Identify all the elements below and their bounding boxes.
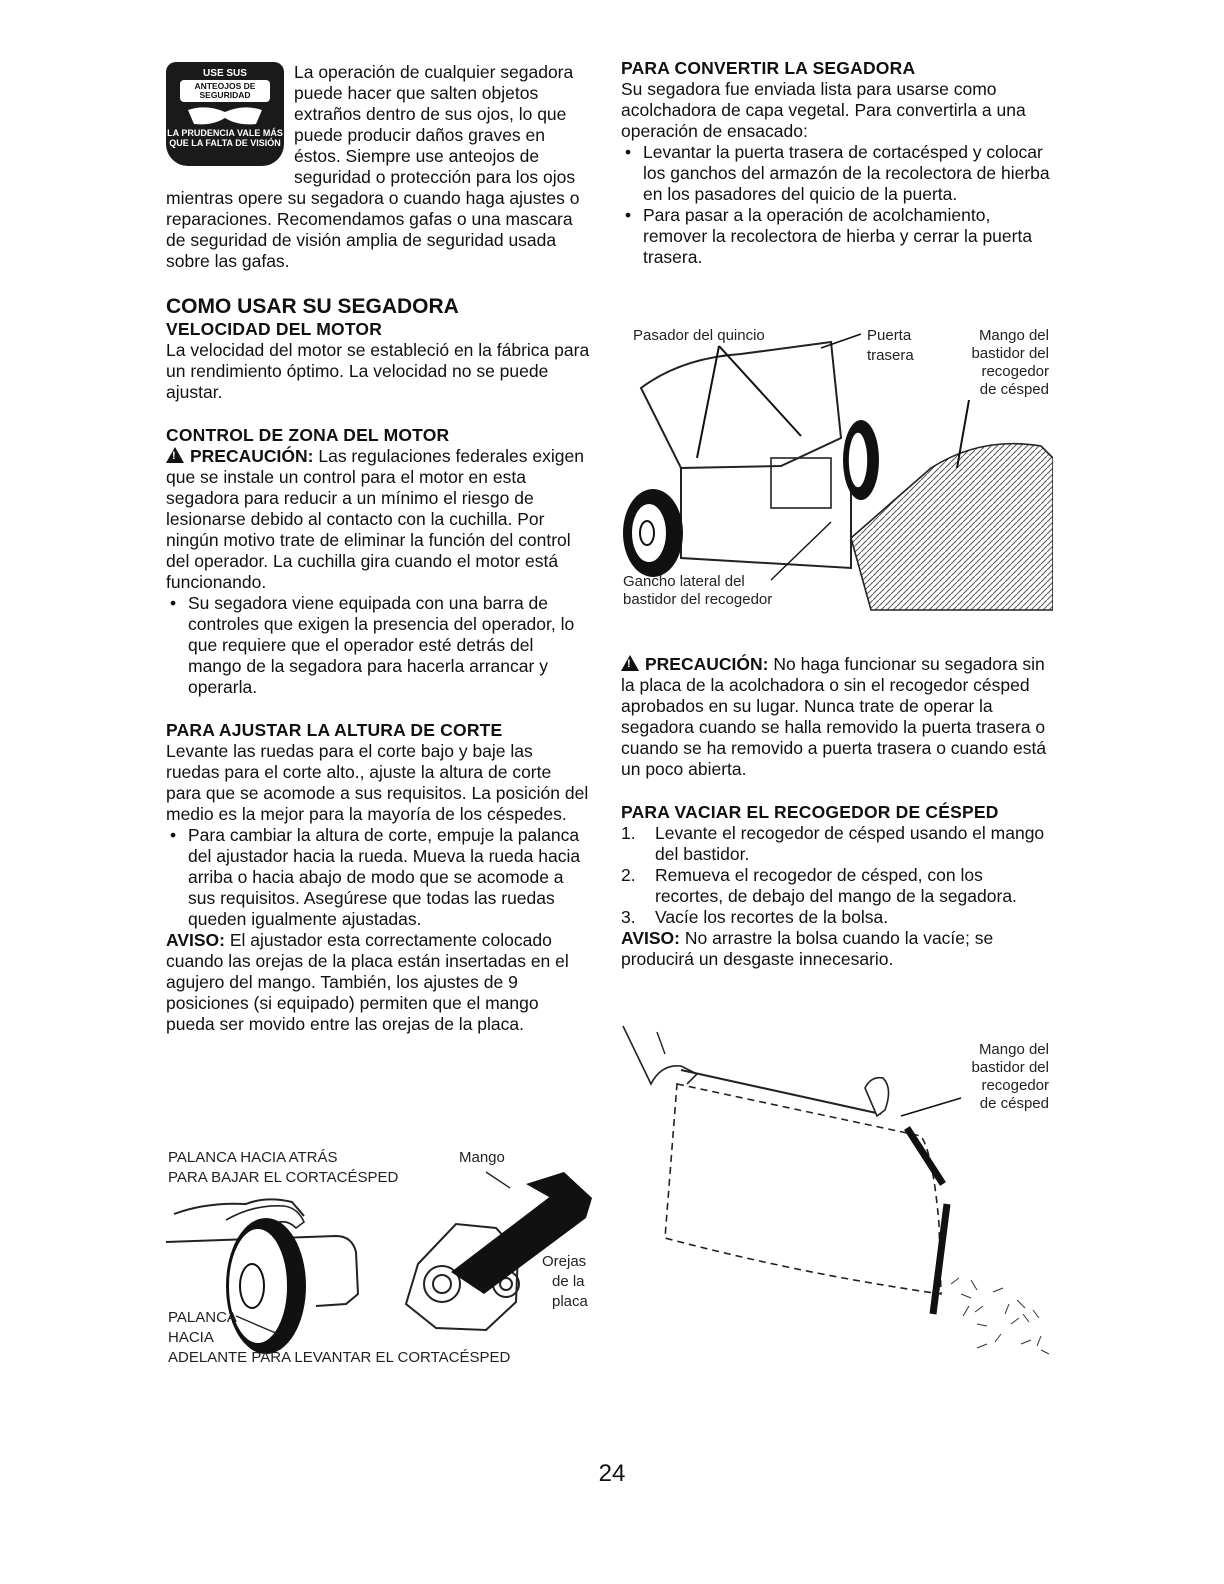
precaucion-text: No haga funcionar su segadora sin la placa de la acolchadora o sin el recogedor césped aprobados en su lugar. Nunca trate de operar la segadora cuando se halla removido la puerta trasera o cuando se ha removido a puerta trasera o cuando está un poco abierta. [621, 654, 1047, 779]
fig-label-puerta-1: Puerta [867, 327, 912, 344]
fig-label-pasador: Pasador del quincio [633, 327, 765, 344]
fig-label-back-2: PARA BAJAR EL CORTACÉSPED [168, 1169, 399, 1186]
fig-label-puerta-2: trasera [867, 347, 914, 364]
convertir-list [621, 142, 1053, 268]
fig-vaciar-label-2: bastidor del [971, 1059, 1049, 1076]
fig-label-mango: Mango [459, 1149, 505, 1166]
altura-heading: PARA AJUSTAR LA ALTURA DE CORTE [166, 720, 503, 740]
fig-label-fwd-3: ADELANTE PARA LEVANTAR EL CORTACÉSPED [168, 1349, 511, 1366]
list-item [621, 823, 1053, 865]
fig-label-mango-1: Mango del [978, 327, 1049, 344]
warning-triangle-icon [621, 655, 639, 671]
badge-line1: USE SUS [203, 68, 247, 79]
caution-text: Las regulaciones federales exigen que se instale un control para el motor en esta segadora para reducir a un mínimo el riesgo de lesionarse debido al contacto con la cuchilla. Por ningún motivo trate de eliminar la función del control del operador. La cuchilla gira cuando el motor está funcionando. [166, 446, 584, 592]
step-number: 3. [621, 907, 636, 927]
altura-aviso [166, 930, 590, 1035]
right-column [621, 58, 1053, 268]
control-list [166, 593, 590, 698]
vaciar-steps [621, 823, 1053, 928]
convertir-text: Su segadora fue enviada lista para usarse como acolchadora de capa vegetal. Para convertirla a una operación de ensacado: [621, 79, 1026, 141]
fig-label-mango-4: de césped [979, 381, 1049, 398]
fig-vaciar-label-4: de césped [979, 1095, 1049, 1112]
fig-label-mango-2: bastidor del [971, 345, 1049, 362]
list-item: • Para pasar a la operación de acolchamiento, remover la recolectora de hierba y cerrar la puerta trasera. [621, 205, 1053, 268]
altura-text: Levante las ruedas para el corte bajo y baje las ruedas para el corte alto., ajuste la altura de corte para que se acomode a sus requisitos. La posición del medio es la mejor para la mayoría de los céspedes. [166, 741, 589, 824]
fig-label-orejas-2: de la [552, 1273, 585, 1290]
fig-vaciar-label-1: Mango del [978, 1041, 1049, 1058]
list-item: • Para cambiar la altura de corte, empuje la palanca del ajustador hacia la rueda. Mueva la rueda hacia arriba o hacia abajo de modo que se acomode a sus requisitos. Asegúrese que todas las ruedas queden igualmente ajustadas. [166, 825, 590, 930]
step-text: Vacíe los recortes de la bolsa. [655, 907, 889, 927]
left-column [166, 62, 590, 1035]
goggles-icon [186, 106, 264, 126]
list-item [621, 865, 1053, 907]
warning-triangle-icon [166, 447, 184, 463]
vaciar-heading: PARA VACIAR EL RECOGEDOR DE CÉSPED [621, 802, 999, 822]
aviso-text: No arrastre la bolsa cuando la vacíe; se producirá un desgaste innecesario. [621, 928, 994, 969]
aviso-text: El ajustador esta correctamente colocado cuando las orejas de la placa están insertadas en el agujero del mango. También, los ajustes de 9 posiciones (si equipado) permiten que el mango pueda ser movido entre las orejas de la placa. [166, 930, 569, 1034]
fig-label-fwd-1: PALANCA [168, 1309, 237, 1326]
fig-label-fwd-2: HACIA [168, 1329, 214, 1346]
control-heading: CONTROL DE ZONA DEL MOTOR [166, 425, 450, 445]
page-number: 24 [598, 1460, 626, 1487]
step-number: 1. [621, 823, 636, 843]
velocidad-heading: VELOCIDAD DEL MOTOR [166, 319, 383, 339]
precaucion-paragraph [621, 654, 1053, 780]
fig-label-gancho-2: bastidor del recogedor [623, 591, 773, 608]
fig-vaciar-label-3: recogedor [981, 1077, 1049, 1094]
empty-bag-figure [621, 1024, 1053, 1364]
step-text: Levante el recogedor de césped usando el mango del bastidor. [655, 823, 1045, 864]
list-item: • Su segadora viene equipada con una barra de controles que exigen la presencia del operador, lo que requiere que el operador esté detrás del mango de la segadora para hacerla arrancar y operarla. [166, 593, 590, 698]
fig-label-back-1: PALANCA HACIA ATRÁS [168, 1149, 338, 1166]
control-caution [166, 446, 590, 593]
fig-label-orejas-1: Orejas [542, 1253, 587, 1270]
height-adjust-figure [166, 1144, 606, 1376]
velocidad-text: La velocidad del motor se estableció en la fábrica para un rendimiento óptimo. La velocidad no se puede ajustar. [166, 340, 590, 402]
vaciar-aviso [621, 928, 1053, 970]
fig-label-orejas-3: placa [552, 1293, 588, 1310]
step-text: Remueva el recogedor de césped, con los recortes, de debajo del mango de la segadora. [655, 865, 1017, 906]
list-item: • Levantar la puerta trasera de cortacésped y colocar los ganchos del armazón de la recolectora de hierba en los pasadores del quicio de la puerta. [621, 142, 1053, 205]
list-item [621, 907, 1053, 928]
aviso-label: AVISO: [166, 930, 225, 950]
badge-line2: ANTEOJOS DE SEGURIDAD [180, 80, 270, 102]
step-number: 2. [621, 865, 636, 885]
safety-glasses-badge [166, 62, 284, 166]
altura-list [166, 825, 590, 930]
aviso-label: AVISO: [621, 928, 680, 948]
convert-figure [621, 318, 1053, 614]
badge-line3: LA PRUDENCIA VALE MÁS QUE LA FALTA DE VISIÓN [167, 128, 283, 148]
fig-label-gancho-1: Gancho lateral del [623, 573, 745, 590]
right-column-lower [621, 654, 1053, 970]
precaucion-label: PRECAUCIÓN: [645, 654, 769, 674]
fig-label-mango-3: recogedor [981, 363, 1049, 380]
intro-paragraph: La operación de cualquier segadora puede hacer que salten objetos extraños dentro de sus ojos, lo que puede producir daños graves en éstos. Siempre use anteojos de seguridad o protección para los ojos mientras opere su segadora o cuando haga ajustes o reparaciones. Recomendamos gafas o una mascara de seguridad de visión amplia de seguridad usada sobre las gafas. [166, 62, 580, 271]
convertir-heading: PARA CONVERTIR LA SEGADORA [621, 58, 916, 78]
como-usar-heading: COMO USAR SU SEGADORA [166, 295, 459, 318]
caution-label: PRECAUCIÓN: [190, 446, 314, 466]
